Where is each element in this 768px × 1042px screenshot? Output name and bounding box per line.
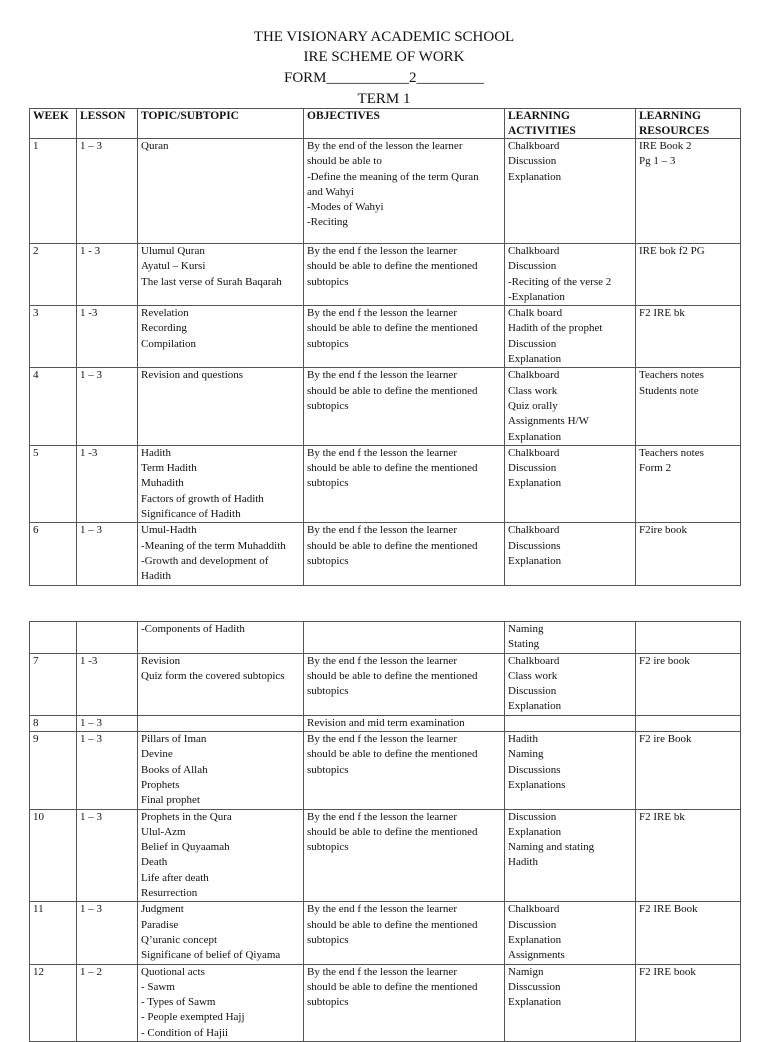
lesson-cell [77,445,138,522]
lesson-line: 1 -3 [80,654,98,667]
objectives-line: and Wahyi [307,185,354,198]
lesson-line: 1 – 3 [80,716,102,729]
activities-line: Explanation [508,700,562,713]
topic-line: Devine [141,748,173,761]
week-line: 1 [33,140,39,152]
objectives-line: should be able to define the mentioned [307,980,478,993]
topic-line: Recording [141,322,187,335]
activities-line: Discussion [508,260,557,273]
objectives-line: should be able to [307,155,382,168]
activities-line: Explanation [508,170,562,183]
activities-cell [505,244,636,306]
objectives-cell [304,732,505,809]
lesson-line: 1 – 3 [80,903,102,916]
resources-cell [636,139,741,244]
objectives-cell [304,622,505,654]
activities-line: Naming and stating [508,841,595,854]
header-row [30,109,741,139]
activities-line: Explanation [508,996,562,1009]
lesson-cell [77,715,138,731]
topic-line: Judgment [141,903,184,916]
topic-line: Compilation [141,337,196,350]
topic-line: Resurrection [141,887,198,900]
resources-line: F2ire book [639,524,687,537]
topic-line: -Components of Hadith [141,623,245,635]
activities-line: Explanation [508,477,562,490]
objectives-line: should be able to define the mentioned [307,384,478,397]
table-row [30,732,741,809]
topic-line: Life after death [141,871,209,884]
activities-line: Explanation [508,353,562,366]
topic-line: Hadith [141,570,171,583]
topic-cell [138,902,304,964]
activities-line: Naming [508,623,544,635]
objectives-line: should be able to define the mentioned [307,322,478,335]
topic-line: - Types of Sawm [141,996,216,1009]
objectives-line: subtopics [307,763,349,776]
week-line: 2 [33,245,39,257]
activities-cell [505,715,636,731]
objectives-line: should be able to define the mentioned [307,748,478,761]
objectives-line: should be able to define the mentioned [307,825,478,838]
activities-cell [505,139,636,244]
objectives-line: Revision and mid term examination [307,716,465,729]
lesson-line: 1 - 3 [80,245,101,257]
objectives-line: By the end f the lesson the learner [307,369,457,382]
table-row [30,445,741,522]
activities-line: Hadith [508,733,538,746]
topic-line: Revision and questions [141,369,244,382]
week-cell [30,715,77,731]
objectives-line: By the end f the lesson the learner [307,810,457,823]
school-name: THE VISIONARY ACADEMIC SCHOOL [253,29,515,45]
objectives-line: should be able to define the mentioned [307,462,478,475]
week-cell [30,139,77,244]
table-row [30,523,741,585]
week-line: 5 [33,446,39,459]
objectives-cell [304,523,505,585]
objectives-line: subtopics [307,933,349,946]
resources-line: Form 2 [639,462,672,475]
resources-line: Teachers notes [639,446,704,459]
topic-line: Factors of growth of Hadith [141,492,264,505]
lesson-line: 1 – 2 [80,965,102,978]
lesson-cell [77,368,138,445]
activities-line: Discussions [508,763,561,776]
activities-line: Namign [508,965,544,978]
objectives-cell [304,902,505,964]
activities-cell [505,306,636,368]
resources-cell [636,523,741,585]
topic-cell [138,809,304,902]
lesson-line: 1 – 3 [80,369,102,382]
topic-cell [138,732,304,809]
lesson-cell [77,653,138,715]
objectives-line: By the end f the lesson the learner [307,733,457,746]
objectives-line: subtopics [307,275,349,288]
resources-cell [636,715,741,731]
activities-line: Quiz orally [508,399,558,412]
objectives-line: subtopics [307,996,349,1009]
col-header-objectives: OBJECTIVES [304,109,505,139]
topic-line: Q’uranic concept [141,933,218,946]
objectives-line: subtopics [307,399,349,412]
lesson-line: 1 – 3 [80,810,102,823]
week-line: 4 [33,369,39,382]
scheme-table-2 [29,621,741,1042]
objectives-cell [304,139,505,244]
topic-line: Revelation [141,307,189,320]
activities-line: Hadith [508,856,538,869]
topic-cell [138,445,304,522]
table-row [30,368,741,445]
topic-line: -Meaning of the term Muhaddith [141,539,286,552]
topic-line: Significance of Hadith [141,508,241,521]
activities-cell [505,732,636,809]
activities-line: Chalkboard [508,524,560,537]
objectives-line: subtopics [307,685,349,698]
topic-line: Books of Allah [141,763,208,776]
activities-line: Chalkboard [508,654,560,667]
topic-line: Quran [141,140,169,152]
topic-line: Paradise [141,918,179,931]
week-cell [30,306,77,368]
week-cell [30,622,77,654]
lesson-cell [77,964,138,1041]
objectives-cell [304,306,505,368]
objectives-line: By the end f the lesson the learner [307,654,457,667]
resources-cell [636,964,741,1041]
objectives-line: By the end f the lesson the learner [307,245,457,257]
activities-cell [505,523,636,585]
objectives-cell [304,244,505,306]
resources-cell [636,622,741,654]
resources-line: IRE bok f2 PG [639,245,705,257]
objectives-cell [304,964,505,1041]
activities-line: Explanation [508,430,562,443]
activities-cell [505,964,636,1041]
topic-line: Quiz form the covered subtopics [141,669,285,682]
objectives-line: By the end f the lesson the learner [307,524,457,537]
lesson-cell [77,306,138,368]
week-cell [30,809,77,902]
activities-line: Chalkboard [508,140,560,152]
activities-line: Hadith of the prophet [508,322,603,335]
activities-line: Explanation [508,825,562,838]
resources-cell [636,306,741,368]
topic-line: Muhadith [141,477,184,490]
activities-line: Discussion [508,810,557,823]
lesson-line: 1 – 3 [80,140,102,152]
objectives-line: subtopics [307,554,349,567]
objectives-line: By the end f the lesson the learner [307,965,457,978]
activities-line: Chalkboard [508,446,560,459]
activities-line: Chalkboard [508,903,560,916]
resources-line: F2 ire book [639,654,690,667]
term-title: TERM 1 [357,91,411,107]
topic-line: Revision [141,654,181,667]
activities-line: Class work [508,384,558,397]
resources-line: Pg 1 – 3 [639,155,676,168]
topic-line: - People exempted Hajj [141,1011,245,1024]
topic-line: Quotional acts [141,965,205,978]
week-line: 11 [33,903,44,916]
scheme-table-1 [29,108,741,586]
resources-line: Students note [639,384,699,397]
col-header-week: WEEK [30,109,77,139]
topic-cell [138,964,304,1041]
objectives-line: By the end of the lesson the learner [307,140,463,152]
topic-line: Umul-Hadth [141,524,197,537]
activities-line: Class work [508,669,558,682]
objectives-line: subtopics [307,477,349,490]
activities-line: Assignments H/W [508,415,589,428]
activities-cell [505,445,636,522]
topic-line: Belief in Quyaamah [141,841,230,854]
week-line: 9 [33,733,39,746]
table-row [30,622,741,654]
topic-line: Prophets in the Qura [141,810,232,823]
week-cell [30,653,77,715]
activities-cell [505,368,636,445]
objectives-line: should be able to define the mentioned [307,918,478,931]
activities-line: -Explanation [508,290,565,303]
topic-cell [138,715,304,731]
objectives-cell [304,445,505,522]
week-cell [30,902,77,964]
lesson-cell [77,523,138,585]
topic-line: Hadith [141,446,171,459]
topic-cell [138,653,304,715]
topic-line: -Growth and development of [141,554,269,567]
objectives-line: should be able to define the mentioned [307,539,478,552]
resources-line: F2 ire Book [639,733,692,746]
week-cell [30,445,77,522]
lesson-cell [77,809,138,902]
form-line: FORM___________2_________ [283,70,485,86]
topic-line: Ulul-Azm [141,825,186,838]
topic-line: Ulumul Quran [141,245,205,257]
topic-line: Final prophet [141,794,200,807]
topic-line: Death [141,856,168,869]
resources-cell [636,902,741,964]
week-line: 12 [33,965,44,978]
topic-cell [138,244,304,306]
table-row [30,139,741,244]
lesson-line: 1 -3 [80,446,98,459]
activities-cell [505,653,636,715]
resources-line: F2 IRE book [639,965,696,978]
week-cell [30,523,77,585]
week-cell [30,244,77,306]
activities-line: Discussion [508,155,557,168]
objectives-line: subtopics [307,337,349,350]
objectives-cell [304,368,505,445]
topic-line: - Condition of Hajii [141,1026,229,1039]
col-header-topic: TOPIC/SUBTOPIC [138,109,304,139]
resources-line: Teachers notes [639,369,704,382]
topic-cell [138,306,304,368]
col-header-lesson: LESSON [77,109,138,139]
activities-line: Discussions [508,539,561,552]
resources-cell [636,653,741,715]
resources-cell [636,368,741,445]
objectives-cell [304,653,505,715]
objectives-line: should be able to define the mentioned [307,669,478,682]
activities-cell [505,622,636,654]
activities-cell [505,809,636,902]
topic-line: Ayatul – Kursi [141,260,206,273]
lesson-cell [77,139,138,244]
table-row [30,809,741,902]
activities-line: Assignments [508,949,565,962]
lesson-line: 1 – 3 [80,524,102,537]
week-cell [30,732,77,809]
lesson-cell [77,244,138,306]
topic-line: Pillars of Iman [141,733,207,746]
objectives-line: subtopics [307,841,349,854]
activities-line: -Reciting of the verse 2 [508,275,612,288]
resources-cell [636,732,741,809]
week-line: 3 [33,307,39,320]
activities-cell [505,902,636,964]
activities-line: Discussion [508,685,557,698]
activities-line: Explanation [508,933,562,946]
resources-cell [636,445,741,522]
table-row [30,244,741,306]
topic-line: Term Hadith [141,462,197,475]
activities-line: Chalk board [508,307,563,320]
objectives-line: By the end f the lesson the learner [307,446,457,459]
week-line: 8 [33,716,39,729]
topic-cell [138,622,304,654]
activities-line: Chalkboard [508,369,560,382]
activities-line: Stating [508,638,540,651]
activities-line: Discussion [508,462,557,475]
objectives-line: By the end f the lesson the learner [307,903,457,916]
objectives-line: -Modes of Wahyi [307,201,384,214]
activities-line: Chalkboard [508,245,560,257]
table-row [30,306,741,368]
table-row [30,653,741,715]
resources-cell [636,809,741,902]
objectives-line: should be able to define the mentioned [307,260,478,273]
topic-line: Significane of belief of Qiyama [141,949,281,962]
resources-line: F2 IRE Book [639,903,698,916]
week-cell [30,964,77,1041]
topic-line: The last verse of Surah Baqarah [141,275,282,288]
week-cell [30,368,77,445]
table-row [30,715,741,731]
lesson-line: 1 -3 [80,307,98,320]
objectives-cell [304,809,505,902]
week-line: 6 [33,524,39,537]
resources-line: F2 IRE bk [639,307,685,320]
objectives-line: By the end f the lesson the learner [307,307,457,320]
week-line: 10 [33,810,44,823]
activities-line: Explanation [508,554,562,567]
topic-cell [138,523,304,585]
table-row [30,964,741,1041]
activities-line: Naming [508,748,544,761]
objectives-line: -Define the meaning of the term Quran [307,170,479,183]
resources-line: F2 IRE bk [639,810,685,823]
col-header-resources: LEARNING RESOURCES [636,109,741,139]
topic-cell [138,139,304,244]
objectives-line: -Reciting [307,216,348,229]
week-line: 7 [33,654,39,667]
lesson-cell [77,622,138,654]
activities-line: Discussion [508,918,557,931]
resources-line: IRE Book 2 [639,140,692,152]
activities-line: Discussion [508,337,557,350]
col-header-activities: LEARNING ACTIVITIES [505,109,636,139]
lesson-cell [77,732,138,809]
activities-line: Disscussion [508,980,561,993]
objectives-cell [304,715,505,731]
document-subject: IRE SCHEME OF WORK [303,49,465,65]
topic-cell [138,368,304,445]
topic-line: Prophets [141,778,180,791]
table-row [30,902,741,964]
topic-line: - Sawm [141,980,175,993]
lesson-line: 1 – 3 [80,733,102,746]
lesson-cell [77,902,138,964]
resources-cell [636,244,741,306]
activities-line: Explanations [508,778,566,791]
